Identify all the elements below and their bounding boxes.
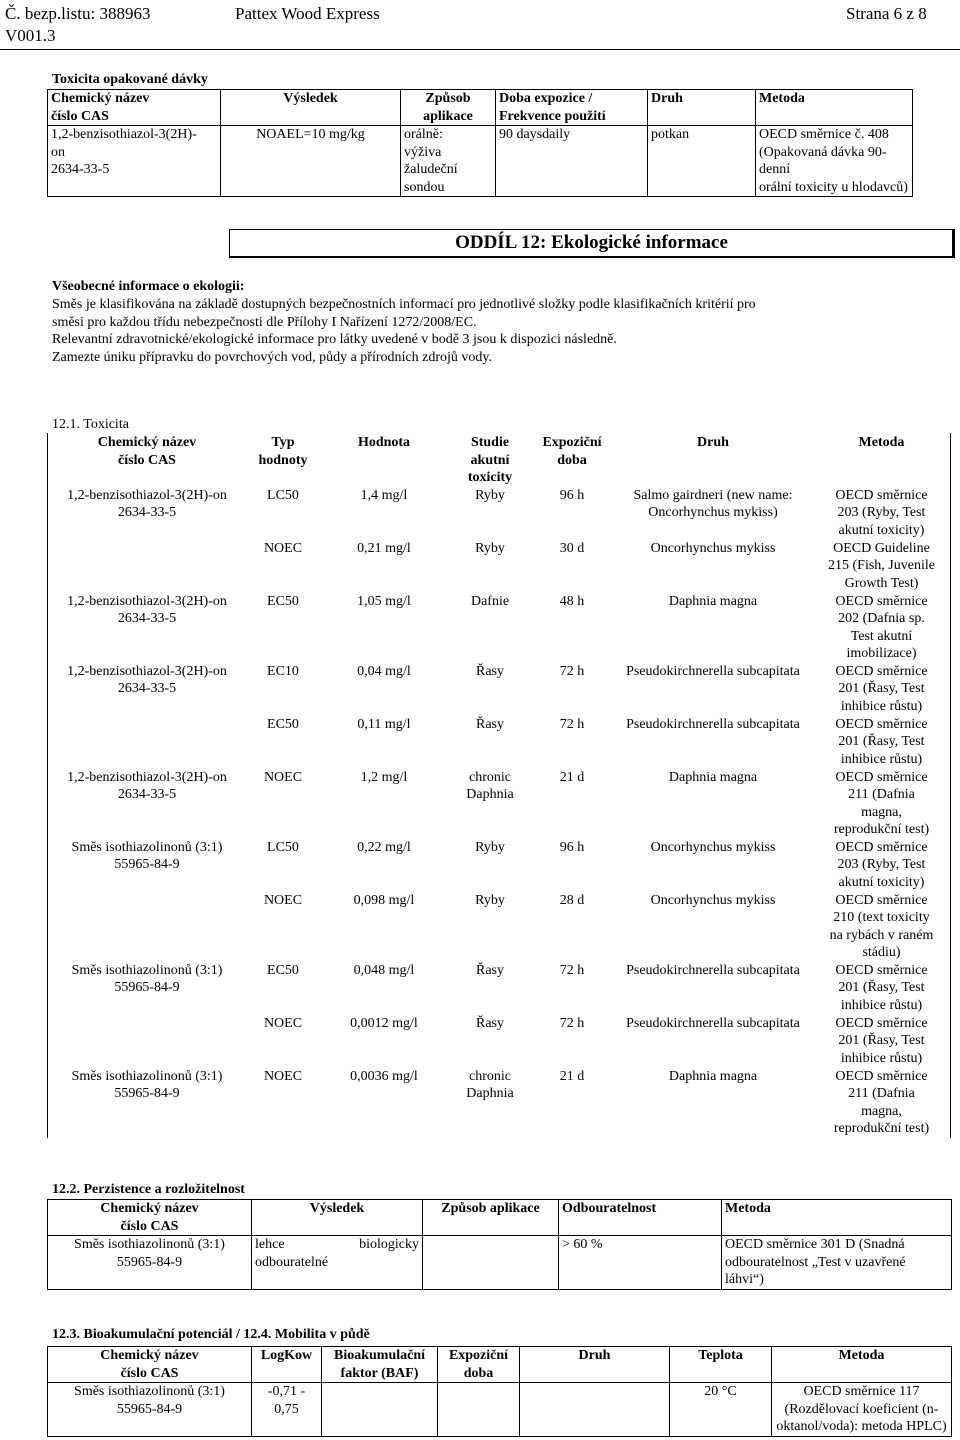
table-header-row [47,434,950,487]
cell: EC50 [267,716,299,732]
col-header: Odbouratelnost [559,1200,722,1236]
bioaccumulation-table [47,1346,952,1437]
cell: EC50 [267,962,299,978]
col-header: Typ hodnoty [258,435,308,468]
col-header: Metoda [858,435,905,450]
col-header: Chemický název číslo CAS [48,90,221,126]
cell [520,1383,670,1437]
table-row [47,540,950,593]
cell: EC50 [267,593,299,609]
table-row [47,487,950,540]
cell: Daphnia magna [668,769,758,785]
cell: NOEC [263,769,303,785]
col-header: Studie akutní toxicity [467,435,513,485]
cell: Směs isothiazolinonů (3:1) 55965-84-9 [71,839,223,872]
cell: Pseudokirchnerella subcapitata [626,962,800,978]
cell: Ryby [475,487,505,503]
col-header: Bioakumulační faktor (BAF) [322,1347,438,1383]
cell: 1,2-benzisothiazol-3(2H)-on 2634-33-5 [67,487,227,520]
toxicity-title: 12.1. Toxicita [52,417,129,432]
cell: 0,0036 mg/l [350,1068,418,1084]
cell: Řasy [476,1015,504,1031]
cell: 1,2-benzisothiazol-3(2H)-on 2634-33-5 [67,663,227,696]
table-row [48,1383,952,1437]
cell: 0,04 mg/l [357,663,411,679]
cell: NOEC [263,1015,303,1031]
cell: 90 daysdaily [496,126,648,197]
cell [438,1383,520,1437]
cell [47,540,247,593]
cell: Daphnia magna [668,1068,758,1084]
col-header: Druh [697,435,729,450]
cell: OECD Guideline 215 (Fish, Juvenile Growth Test) [828,540,935,591]
col-header: Druh [648,90,756,126]
general-info-label: Všeobecné informace o ekologii: [52,279,245,294]
table-row [47,962,950,1015]
cell: Řasy [476,962,504,978]
col-header: LogKow [252,1347,322,1383]
table-row [48,1236,952,1290]
cell: OECD směrnice 211 (Dafnia magna, reprodukční test) [833,769,930,837]
col-header: Metoda [722,1200,952,1236]
col-header: Způsob aplikace [401,90,496,126]
cell: OECD směrnice 117 (Rozdělovací koeficient (n- oktanol/voda): metoda HPLC) [772,1383,952,1437]
repeated-toxicity-title: Toxicita opakované dávky [52,72,208,87]
cell: 1,2-benzisothiazol-3(2H)- on 2634-33-5 [48,126,221,197]
col-header: Výsledek [252,1200,423,1236]
cell: Oncorhynchus mykiss [650,839,776,855]
col-header: Výsledek [221,90,401,126]
cell: LC50 [267,839,299,855]
cell [47,1015,247,1068]
cell: Směs isothiazolinonů (3:1) 55965-84-9 [71,962,223,995]
cell: Řasy [476,716,504,732]
cell: 0,11 mg/l [357,716,411,732]
table-row [47,892,950,962]
section-title: ODDÍL 12: Ekologické informace [455,232,728,253]
cell: OECD směrnice č. 408 (Opakovaná dávka 90-denní orální toxicity u hlodavců) [756,126,913,197]
cell: 1,05 mg/l [357,593,411,609]
cell: Salmo gairdneri (new name: Oncorhynchus mykiss) [633,487,793,520]
cell: 0,21 mg/l [357,540,411,556]
cell: lehce biologicky odbouratelné [252,1236,423,1290]
cell: OECD směrnice 201 (Řasy, Test inhibice růstu) [835,663,928,714]
cell: Pseudokirchnerella subcapitata [626,663,800,679]
col-header: Chemický název číslo CAS [48,1200,252,1236]
cell: 72 h [559,962,585,978]
table-row [47,593,950,663]
cell: Ryby [475,892,505,908]
col-header: Způsob aplikace [423,1200,559,1236]
cell: OECD směrnice 202 (Dafnia sp. Test akutní imobilizace) [835,593,928,661]
col-header: Chemický název číslo CAS [97,435,197,468]
table-row [48,126,913,197]
persistence-table [47,1199,952,1290]
col-header: Hodnota [357,435,411,450]
cell: NOEC [263,540,303,556]
cell: Oncorhynchus mykiss [650,892,776,908]
cell: Pseudokirchnerella subcapitata [626,1015,800,1031]
cell: 0,0012 mg/l [350,1015,418,1031]
cell: OECD směrnice 201 (Řasy, Test inhibice růstu) [835,1015,928,1066]
sheet-number: Č. bezp.listu: 388963 [5,4,151,23]
cell [322,1383,438,1437]
version: V001.3 [5,26,56,45]
cell: Ryby [475,540,505,556]
cell: 21 d [559,1068,585,1084]
cell: Směs isothiazolinonů (3:1) 55965-84-9 [48,1383,252,1437]
cell: Pseudokirchnerella subcapitata [626,716,800,732]
table-header-row [48,1347,952,1383]
repeated-toxicity-table [47,89,913,197]
cell: 1,2-benzisothiazol-3(2H)-on 2634-33-5 [67,593,227,626]
table-row [47,839,950,892]
cell: 72 h [559,1015,585,1031]
col-header: Metoda [756,90,913,126]
cell: Dafnie [470,593,510,609]
cell: 0,048 mg/l [353,962,415,978]
cell: 96 h [559,487,585,503]
cell: Daphnia magna [668,593,758,609]
cell: Ryby [475,839,505,855]
cell: 0,098 mg/l [353,892,415,908]
cell: potkan [648,126,756,197]
col-header: Metoda [772,1347,952,1383]
header-divider [0,49,960,50]
col-header: Expoziční doba [438,1347,520,1383]
cell: OECD směrnice 301 D (Snadná odbouratelnost „Test v uzavřené láhvi“) [722,1236,952,1290]
cell: NOEC [263,892,303,908]
cell: OECD směrnice 201 (Řasy, Test inhibice růstu) [835,716,928,767]
cell: 0,22 mg/l [357,839,411,855]
cell: 1,2 mg/l [360,769,408,785]
bioaccumulation-title: 12.3. Bioakumulační potenciál / 12.4. Mobilita v půdě [52,1327,370,1342]
cell: -0,71 - 0,75 [252,1383,322,1437]
cell: 20 °C [670,1383,772,1437]
cell: NOEC [263,1068,303,1084]
cell: > 60 % [559,1236,722,1290]
table-header-row [48,90,913,126]
table-right-rule [950,433,951,1138]
cell: 21 d [559,769,585,785]
cell: chronic Daphnia [466,1068,514,1101]
cell: Směs isothiazolinonů (3:1) 55965-84-9 [48,1236,252,1290]
persistence-title: 12.2. Perzistence a rozložitelnost [52,1182,245,1197]
cell: Oncorhynchus mykiss [650,540,776,556]
table-row [47,1015,950,1068]
cell: Řasy [476,663,504,679]
cell: 96 h [559,839,585,855]
cell: orálně: výživa žaludeční sondou [401,126,496,197]
toxicity-table [47,434,950,1138]
table-header-row [48,1200,952,1236]
table-row [47,716,950,769]
page-number: Strana 6 z 8 [846,4,927,23]
cell: OECD směrnice 210 (text toxicity na rybách v raném stádiu) [829,892,934,960]
col-header: Teplota [670,1347,772,1383]
cell: 1,2-benzisothiazol-3(2H)-on 2634-33-5 [67,769,227,802]
cell [47,892,247,962]
cell: Směs isothiazolinonů (3:1) 55965-84-9 [71,1068,223,1101]
cell: 72 h [559,716,585,732]
cell: 48 h [559,593,585,609]
cell: chronic Daphnia [466,769,514,802]
col-header: Doba expozice / Frekvence použití [496,90,648,126]
cell: OECD směrnice 211 (Dafnia magna, reprodukční test) [833,1068,930,1136]
cell: OECD směrnice 201 (Řasy, Test inhibice růstu) [835,962,928,1013]
cell [423,1236,559,1290]
product-name: Pattex Wood Express [235,4,380,23]
cell: OECD směrnice 203 (Ryby, Test akutní toxicity) [835,839,928,890]
col-header: Druh [520,1347,670,1383]
cell: 30 d [559,540,585,556]
col-header: Chemický název číslo CAS [48,1347,252,1383]
table-row [47,769,950,839]
cell: 28 d [559,892,585,908]
cell: OECD směrnice 203 (Ryby, Test akutní toxicity) [835,487,928,538]
general-info-text: Směs je klasifikována na základě dostupných bezpečnostních informací pro jednotlivé složky podle klasifikačních kritérií pro směsi pro každou třídu nebezpečnosti dle Přílohy I Nařízení 1272/2008/EC. Relevantní zdravotnické/ekologické informace pro látky uvedené v bodě 3 jsou k dispozici následně. Zamezte úniku přípravku do povrchových vod, půdy a přírodních zdrojů vody. [52,297,756,365]
cell: 72 h [559,663,585,679]
cell: LC50 [267,487,299,503]
table-row [47,1068,950,1138]
col-header: Expoziční doba [542,435,602,468]
cell: NOAEL=10 mg/kg [221,126,401,197]
cell: EC10 [267,663,299,679]
cell: 1,4 mg/l [360,487,408,503]
table-row [47,663,950,716]
cell [47,716,247,769]
